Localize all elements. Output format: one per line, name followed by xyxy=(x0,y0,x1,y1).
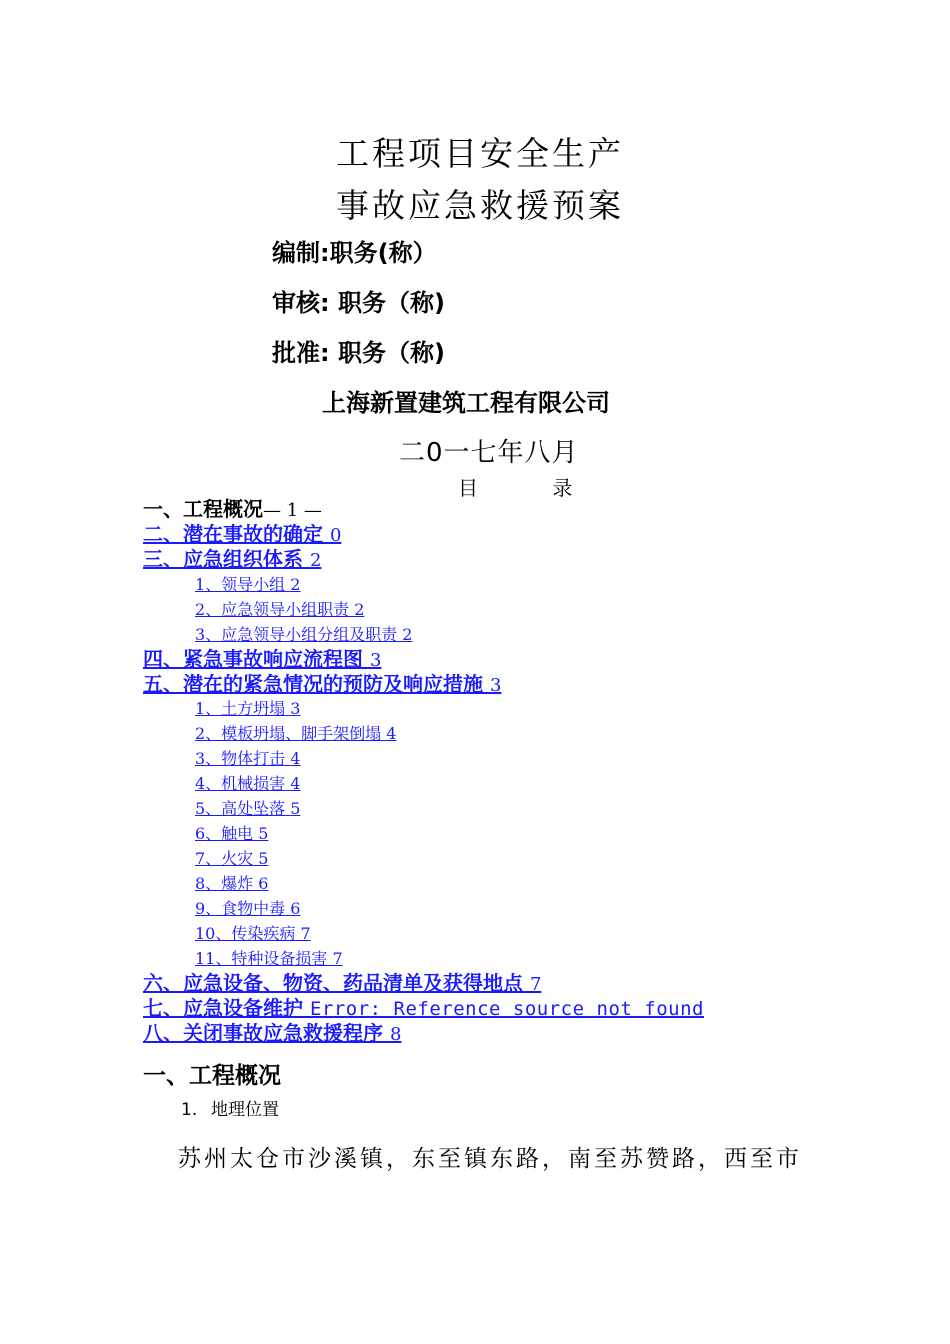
toc-entry-4[interactable]: 四、紧急事故响应流程图 3 xyxy=(143,647,382,671)
toc-entry-5-3[interactable]: 3、物体打击 4 xyxy=(195,749,301,768)
toc-heading: 目 录 xyxy=(458,476,607,500)
subsection-label: 地理位置 xyxy=(211,1100,279,1120)
body-paragraph: 苏州太仓市沙溪镇，东至镇东路，南至苏赞路，西至市 xyxy=(178,1146,802,1172)
toc-entry-5-4[interactable]: 4、机械损害 4 xyxy=(195,774,301,793)
toc-entry-5-8[interactable]: 8、爆炸 6 xyxy=(195,874,269,893)
toc-entry-3-2[interactable]: 2、应急领导小组职责 2 xyxy=(195,600,365,619)
compiled-by: 编制:职务(称） xyxy=(272,239,437,267)
toc-entry-5-9[interactable]: 9、食物中毒 6 xyxy=(195,899,301,918)
toc-entry-8[interactable]: 八、关闭事故应急救援程序 8 xyxy=(143,1021,402,1045)
toc-entry-3[interactable]: 三、应急组织体系 2 xyxy=(143,547,322,571)
toc-entry-5-1[interactable]: 1、土方坍塌 3 xyxy=(195,699,301,718)
toc-entry-2[interactable]: 二、潜在事故的确定 0 xyxy=(143,522,342,546)
toc-entry-3-3[interactable]: 3、应急领导小组分组及职责 2 xyxy=(195,625,413,644)
toc-entry-5-10[interactable]: 10、传染疾病 7 xyxy=(195,924,311,943)
subsection-number: 1. xyxy=(181,1100,198,1120)
company-name: 上海新置建筑工程有限公司 xyxy=(322,389,610,417)
toc-entry-5-2[interactable]: 2、模板坍塌、脚手架倒塌 4 xyxy=(195,724,397,743)
reviewed-by: 审核: 职务（称) xyxy=(272,289,445,317)
section-heading: 一、工程概况 xyxy=(143,1063,281,1089)
toc-entry-1[interactable]: 一、工程概况— 1 — xyxy=(143,497,322,521)
toc-entry-5-7[interactable]: 7、火灾 5 xyxy=(195,849,269,868)
toc-entry-3-1[interactable]: 1、领导小组 2 xyxy=(195,575,301,594)
toc-entry-5-6[interactable]: 6、触电 5 xyxy=(195,824,269,843)
toc-entry-5[interactable]: 五、潜在的紧急情况的预防及响应措施 3 xyxy=(143,672,502,696)
toc-entry-6[interactable]: 六、应急设备、物资、药品清单及获得地点 7 xyxy=(143,971,542,995)
approved-by: 批准: 职务（称) xyxy=(272,339,445,367)
toc-entry-5-11[interactable]: 11、特种设备损害 7 xyxy=(195,949,343,968)
document-title-line1: 工程项目安全生产 xyxy=(336,134,624,173)
document-title-line2: 事故应急救援预案 xyxy=(336,186,624,225)
subsection-item xyxy=(181,1095,279,1120)
toc-entry-7[interactable]: 七、应急设备维护 Error: Reference source not found xyxy=(143,996,704,1020)
toc-entry-5-5[interactable]: 5、高处坠落 5 xyxy=(195,799,301,818)
document-date: 二0一七年八月 xyxy=(399,438,579,468)
